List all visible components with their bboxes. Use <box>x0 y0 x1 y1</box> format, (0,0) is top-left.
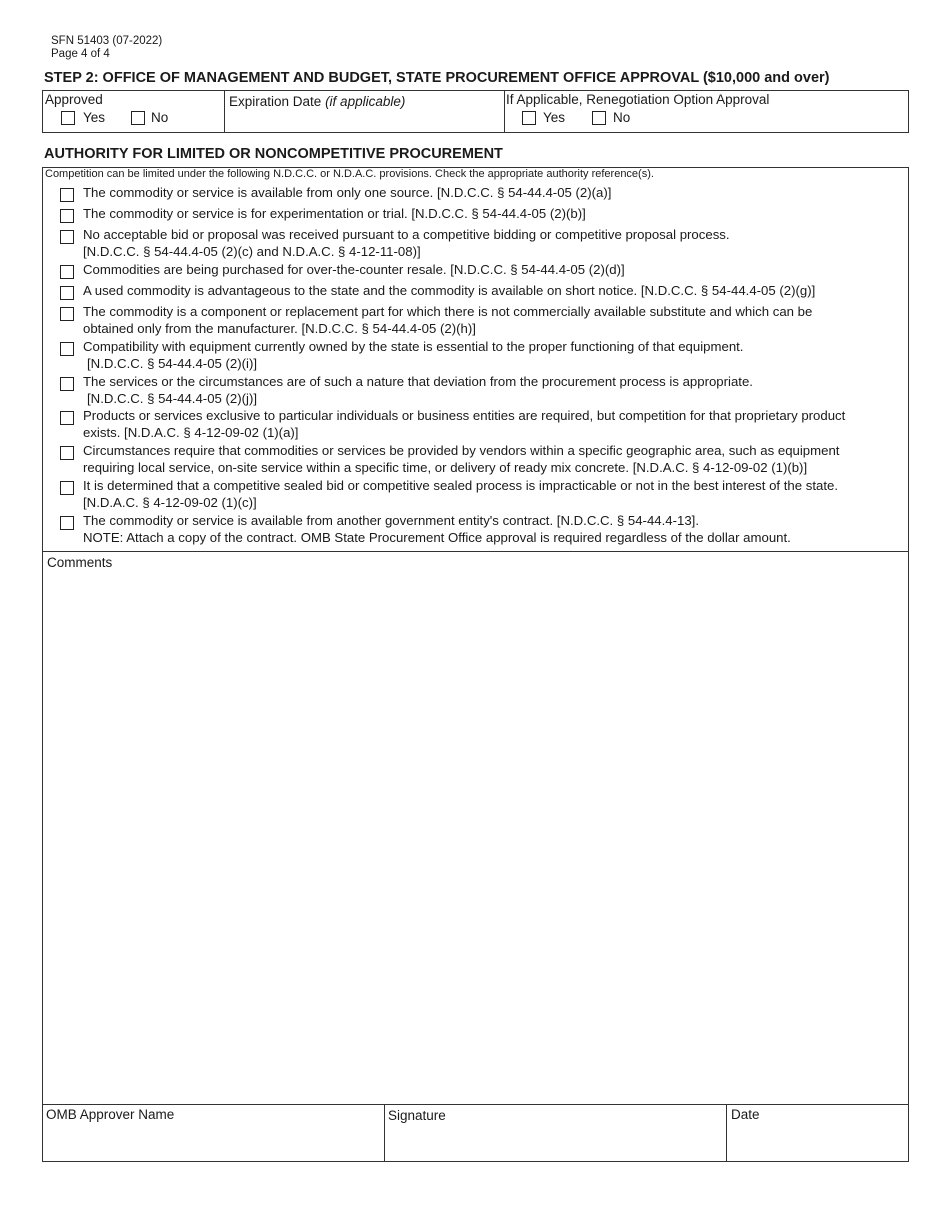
authority-checkbox[interactable] <box>60 265 74 279</box>
authority-intro: Competition can be limited under the following N.D.C.C. or N.D.A.C. provisions. Check the appropriate authority reference(s). <box>45 168 654 180</box>
authority-item-line: A used commodity is advantageous to the state and the commodity is available on short notice. [N.D.C.C. § 54-44.4-05 (2)(g)] <box>83 283 816 298</box>
date-label: Date <box>731 1107 760 1122</box>
comments-label: Comments <box>47 555 113 570</box>
comments-field[interactable] <box>44 572 906 1102</box>
authority-item <box>83 262 898 279</box>
authority-item-line: Commodities are being purchased for over-the-counter resale. [N.D.C.C. § 54-44.4-05 (2)(d)] <box>83 262 625 277</box>
authority-item <box>83 513 898 546</box>
authority-item-line: The commodity is a component or replacement part for which there is not commercially available substitute and which can be <box>83 304 813 319</box>
approved-no-checkbox[interactable] <box>131 111 145 125</box>
authority-item-line: Products or services exclusive to particular individuals or business entities are required, but competition for that proprietary product <box>83 408 846 423</box>
form-id: SFN 51403 (07-2022) <box>51 35 163 47</box>
approver-name-field[interactable] <box>43 1105 383 1160</box>
authority-item-line: The commodity or service is available from another government entity's contract. [N.D.C.C. § 54-44.4-13]. <box>83 513 699 528</box>
divider <box>224 91 225 132</box>
authority-item <box>83 185 898 202</box>
renegotiation-label: If Applicable, Renegotiation Option Approval <box>506 92 770 107</box>
date-field[interactable] <box>727 1105 908 1160</box>
approved-yes-label: Yes <box>83 110 106 125</box>
signature-field[interactable] <box>385 1105 725 1160</box>
page-number: Page 4 of 4 <box>51 48 110 60</box>
authority-checkbox[interactable] <box>60 286 74 300</box>
authority-item <box>83 304 898 337</box>
authority-item-line: [N.D.C.C. § 54-44.4-05 (2)(j)] <box>87 390 258 406</box>
authority-checkbox[interactable] <box>60 342 74 356</box>
authority-item-line: [N.D.C.C. § 54-44.4-05 (2)(c) and N.D.A.C. § 4-12-11-08)] <box>83 243 421 259</box>
step2-title: STEP 2: OFFICE OF MANAGEMENT AND BUDGET, STATE PROCUREMENT OFFICE APPROVAL ($10,000 and over) <box>44 70 830 86</box>
authority-checkbox[interactable] <box>60 230 74 244</box>
authority-item <box>83 339 898 372</box>
divider <box>42 551 909 552</box>
expiration-date-note: (if applicable) <box>325 94 406 109</box>
divider <box>504 91 505 132</box>
renegotiation-yes-checkbox[interactable] <box>522 111 536 125</box>
renegotiation-no-checkbox[interactable] <box>592 111 606 125</box>
authority-item <box>83 283 898 300</box>
authority-title: AUTHORITY FOR LIMITED OR NONCOMPETITIVE PROCUREMENT <box>44 146 503 162</box>
approval-box <box>42 90 909 133</box>
authority-item <box>83 227 898 260</box>
authority-checkbox[interactable] <box>60 377 74 391</box>
signature-label: Signature <box>388 1108 446 1123</box>
authority-item-line: Circumstances require that commodities or services be provided by vendors within a specific geographic area, such as equipment <box>83 443 840 458</box>
authority-item-line: [N.D.A.C. § 4-12-09-02 (1)(c)] <box>83 494 257 510</box>
authority-item-line: [N.D.C.C. § 54-44.4-05 (2)(i)] <box>87 355 258 371</box>
authority-item-line: NOTE: Attach a copy of the contract. OMB State Procurement Office approval is required regardless of the dollar amount. <box>83 529 791 545</box>
authority-item-line: The commodity or service is for experimentation or trial. [N.D.C.C. § 54-44.4-05 (2)(b)] <box>83 206 586 221</box>
authority-checkbox[interactable] <box>60 188 74 202</box>
approved-no-label: No <box>151 110 169 125</box>
authority-item <box>83 206 898 223</box>
authority-item-line: The services or the circumstances are of such a nature that deviation from the procurement process is appropriate. <box>83 374 753 389</box>
authority-item <box>83 478 898 511</box>
authority-item-line: Compatibility with equipment currently owned by the state is essential to the proper functioning of that equipment. <box>83 339 744 354</box>
authority-checkbox[interactable] <box>60 481 74 495</box>
authority-item-line: exists. [N.D.A.C. § 4-12-09-02 (1)(a)] <box>83 424 299 440</box>
form-header <box>51 35 162 61</box>
authority-item <box>83 443 898 476</box>
renegotiation-yes-label: Yes <box>543 110 566 125</box>
authority-item <box>83 408 898 441</box>
expiration-date-label: Expiration Date <box>229 94 326 109</box>
expiration-date-field[interactable] <box>229 94 405 109</box>
authority-item-line: The commodity or service is available from only one source. [N.D.C.C. § 54-44.4-05 (2)(a)] <box>83 185 612 200</box>
renegotiation-no-label: No <box>613 110 631 125</box>
authority-item-line: requiring local service, on-site service within a specific time, or delivery of ready mix concrete. [N.D.A.C. § 4-12-09-02 (1)(b)] <box>83 459 808 475</box>
authority-item-line: No acceptable bid or proposal was received pursuant to a competitive bidding or competitive proposal process. <box>83 227 730 242</box>
authority-checkbox[interactable] <box>60 411 74 425</box>
authority-checkbox[interactable] <box>60 209 74 223</box>
authority-item-line: It is determined that a competitive sealed bid or competitive sealed process is impracticable or not in the best interest of the state. <box>83 478 839 493</box>
approved-yes-checkbox[interactable] <box>61 111 75 125</box>
authority-item-line: obtained only from the manufacturer. [N.D.C.C. § 54-44.4-05 (2)(h)] <box>83 320 476 336</box>
approved-label: Approved <box>45 92 103 107</box>
authority-checkbox[interactable] <box>60 516 74 530</box>
authority-checkbox[interactable] <box>60 446 74 460</box>
approver-name-label: OMB Approver Name <box>46 1107 175 1122</box>
authority-item <box>83 374 898 407</box>
authority-checkbox[interactable] <box>60 307 74 321</box>
